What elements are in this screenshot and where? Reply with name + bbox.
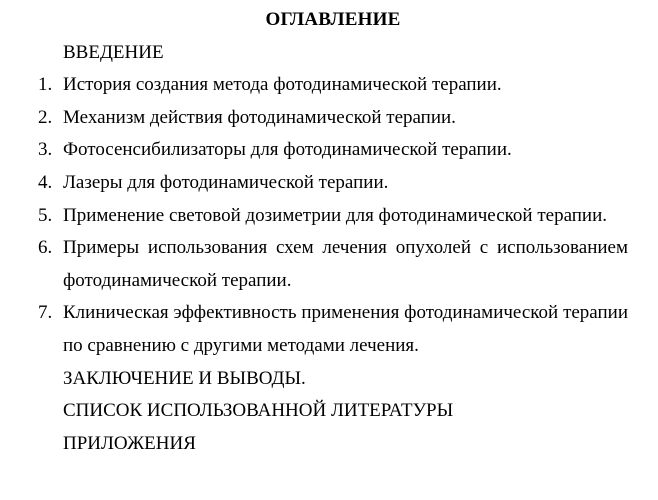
item-number: 3. [38, 139, 53, 161]
toc-item-4 [38, 167, 628, 200]
item-text: История создания метода фотодинамической терапии. [63, 74, 502, 96]
footer-line-references: СПИСОК ИСПОЛЬЗОВАННОЙ ЛИТЕРАТУРЫ [63, 400, 454, 422]
toc-item-1 [38, 69, 628, 102]
toc-list [38, 69, 628, 362]
item-number: 5. [38, 204, 53, 226]
toc-item-2 [38, 102, 628, 135]
item-text: Клиническая эффективность применения фотодинамической терапии по сравнению с другими методами лечения. [63, 302, 628, 356]
toc-footer [38, 363, 628, 461]
item-text: Примеры использования схем лечения опухолей с использованием фотодинамической терапии. [63, 237, 628, 291]
toc-item-5 [38, 200, 628, 233]
item-text: Механизм действия фотодинамической терапии. [63, 106, 456, 128]
item-number: 1. [38, 74, 53, 96]
item-text: Лазеры для фотодинамической терапии. [63, 171, 389, 193]
toc-item-7 [38, 297, 628, 362]
item-number: 7. [38, 302, 53, 324]
toc-intro-heading: ВВЕДЕНИЕ [63, 41, 164, 63]
item-text: Фотосенсибилизаторы для фотодинамической терапии. [63, 139, 512, 161]
footer-line-appendices: ПРИЛОЖЕНИЯ [63, 432, 196, 454]
item-number: 4. [38, 171, 53, 193]
footer-line-conclusion: ЗАКЛЮЧЕНИЕ И ВЫВОДЫ. [63, 367, 306, 389]
item-number: 2. [38, 106, 53, 128]
item-text: Применение световой дозиметрии для фотодинамической терапии. [63, 204, 608, 226]
toc-title: ОГЛАВЛЕНИЕ [265, 9, 401, 30]
toc-item-3 [38, 134, 628, 167]
item-number: 6. [38, 237, 53, 259]
toc-item-6 [38, 232, 628, 297]
